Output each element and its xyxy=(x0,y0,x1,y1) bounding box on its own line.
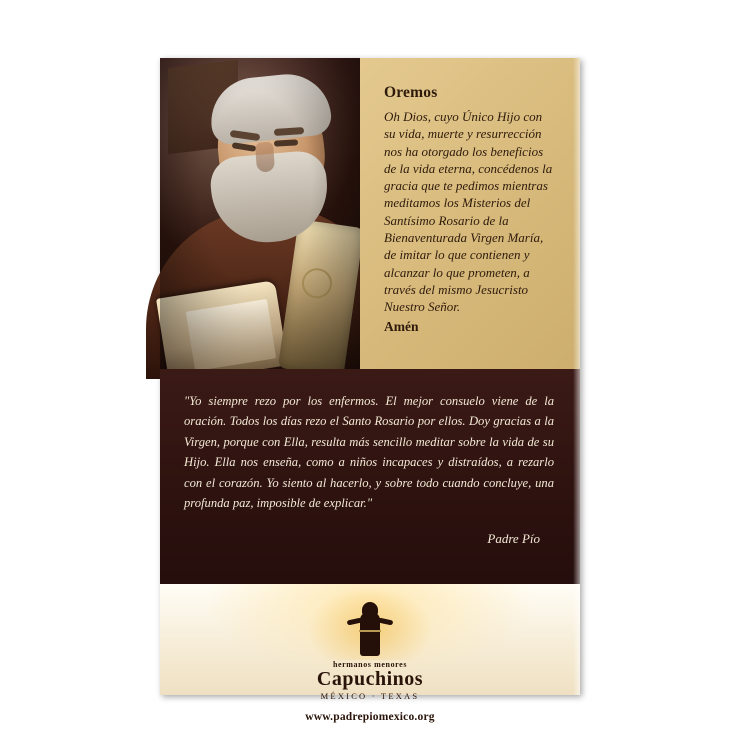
prayer-body-text: Oh Dios, cuyo Único Hijo con su vida, muerte y resurrección nos ha otorgado los beneficios de la vida eterna, concédenos la gracia que te pedimos mientras meditamos los Misterios del Santísimo Rosario de la Bienaventurada Virgen María, de imitar lo que contienen y alcanzar lo que prometen, a través del mismo Jesucristo Nuestro Señor. xyxy=(384,109,553,315)
friar-arm-right-shape xyxy=(378,617,394,625)
logo-region-line: MÉXICO · TEXAS xyxy=(320,691,420,701)
friar-hood-shape xyxy=(362,602,378,618)
quote-attribution: Padre Pío xyxy=(487,531,540,547)
friar-body-shape xyxy=(360,612,380,656)
capuchin-friar-icon xyxy=(347,600,393,656)
footer-band xyxy=(160,584,580,723)
website-url: www.padrepiomexico.org xyxy=(305,711,435,723)
friar-cord-shape xyxy=(359,630,381,632)
prayer-body xyxy=(384,108,556,336)
padre-pio-photo xyxy=(160,58,360,369)
logo-top-line: hermanos menores xyxy=(332,660,408,669)
quote-text: "Yo siempre rezo por los enfermos. El mejor consuelo viene de la oración. Todos los días rezo el Santo Rosario por ellos. Doy gracias a la Virgen, porque con Ella, resulta más sencillo meditar sobre la vida de su Hijo. Ella nos enseña, como a niños incapaces y distraídos, a rezarlo con el corazón. Yo siento al hacerlo, y sobre todo cuando concluye, una profunda paz, imposible de explicar." xyxy=(184,394,554,510)
photo-vignette xyxy=(160,58,360,369)
prayer-amen: Amén xyxy=(384,319,419,335)
quote-band xyxy=(160,369,580,584)
logo-main-line: Capuchinos xyxy=(316,668,424,690)
prayer-panel xyxy=(360,58,580,369)
prayer-heading: Oremos xyxy=(384,84,438,101)
card-top-band xyxy=(160,58,580,369)
prayer-card xyxy=(160,58,580,723)
